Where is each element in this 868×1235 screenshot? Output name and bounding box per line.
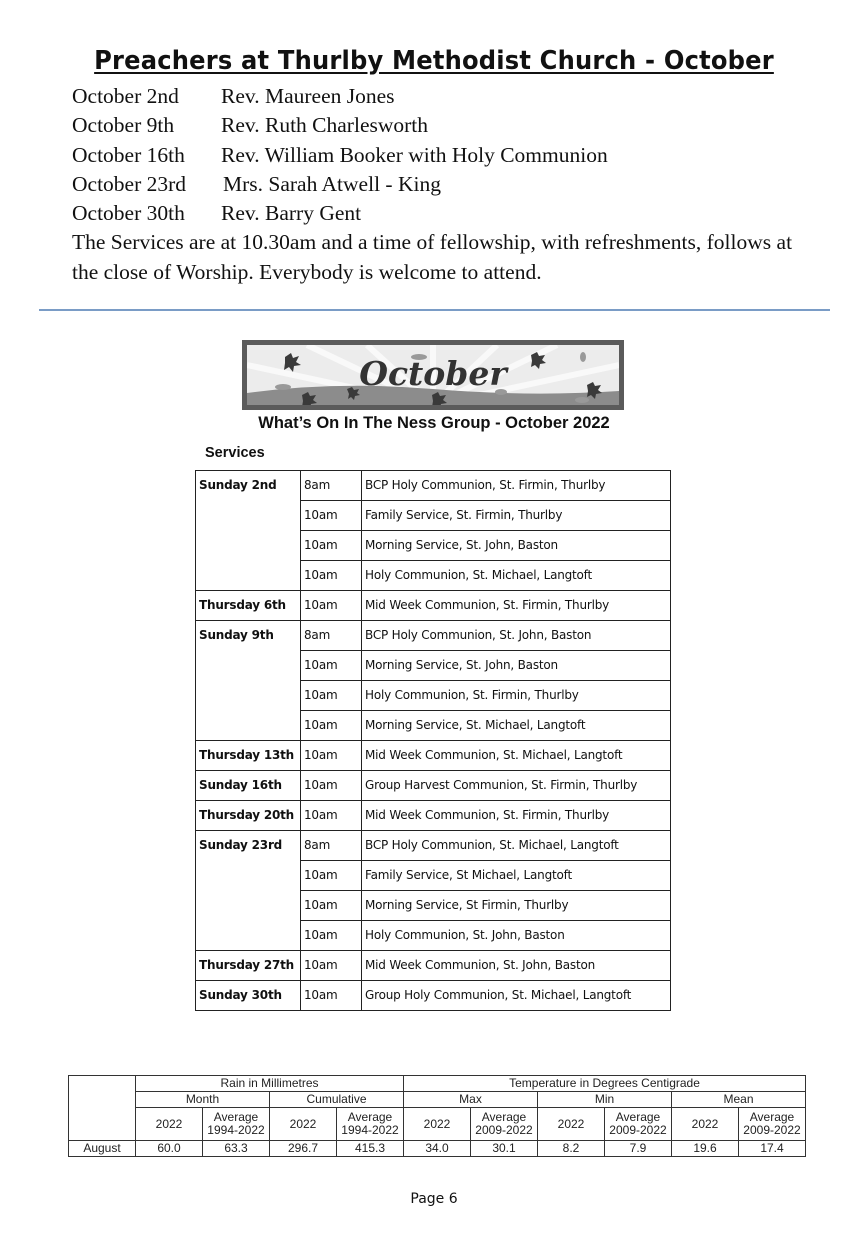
service-row: [196, 801, 671, 831]
service-description: Morning Service, St. John, Baston: [362, 651, 671, 681]
service-time: 8am: [301, 621, 362, 651]
weather-value: 60.0: [136, 1141, 203, 1157]
weather-column-header-row: [69, 1108, 806, 1141]
service-row: [196, 741, 671, 771]
service-description: Morning Service, St. Michael, Langtoft: [362, 711, 671, 741]
services-note: The Services are at 10.30am and a time of fellowship, with refreshments, follows at the close of Worship. Everybody is welcome to attend.: [72, 230, 793, 284]
banner-illustration: [247, 345, 619, 405]
service-day: Thursday 13th: [196, 741, 301, 771]
row-label: August: [69, 1141, 136, 1157]
weather-value: 63.3: [203, 1141, 270, 1157]
preacher-name: Rev. William Booker with Holy Communion: [221, 142, 608, 167]
service-description: Morning Service, St Firmin, Thurlby: [362, 891, 671, 921]
column-header: Average 1994-2022: [337, 1108, 404, 1141]
service-description: BCP Holy Communion, St. Firmin, Thurlby: [362, 471, 671, 501]
service-time: 10am: [301, 981, 362, 1011]
banner-text: October: [359, 354, 507, 393]
service-time: 10am: [301, 921, 362, 951]
column-header: Average 2009-2022: [605, 1108, 672, 1141]
preacher-name: Rev. Barry Gent: [221, 201, 362, 226]
preacher-row: [72, 199, 812, 228]
service-row: [196, 471, 671, 501]
sub-header: Max: [404, 1092, 538, 1108]
service-description: Mid Week Communion, St. Firmin, Thurlby: [362, 801, 671, 831]
sub-header: Cumulative: [270, 1092, 404, 1108]
service-description: Family Service, St. Firmin, Thurlby: [362, 501, 671, 531]
service-day: Sunday 16th: [196, 771, 301, 801]
service-time: 10am: [301, 741, 362, 771]
column-header: 2022: [270, 1108, 337, 1141]
service-row: [196, 831, 671, 861]
preacher-date: October 2nd: [72, 84, 179, 108]
weather-value: 17.4: [739, 1141, 806, 1157]
service-time: 10am: [301, 531, 362, 561]
preacher-row: [72, 111, 812, 140]
sub-header: Mean: [672, 1092, 806, 1108]
service-row: [196, 951, 671, 981]
preachers-title: Preachers at Thurlby Methodist Church - October: [94, 46, 774, 76]
preacher-date: October 30th: [72, 201, 185, 226]
column-header: 2022: [404, 1108, 471, 1141]
service-description: Morning Service, St. John, Baston: [362, 531, 671, 561]
preacher-name: Mrs. Sarah Atwell - King: [223, 171, 441, 196]
weather-table: [68, 1075, 806, 1157]
weather-value: 7.9: [605, 1141, 672, 1157]
whats-on-title: What’s On In The Ness Group - October 2022: [258, 414, 610, 432]
service-time: 8am: [301, 831, 362, 861]
rain-header: Rain in Millimetres: [136, 1076, 404, 1092]
banner-artwork: [247, 345, 619, 405]
service-time: 10am: [301, 561, 362, 591]
weather-data-row: [69, 1141, 806, 1157]
service-day: Sunday 23rd: [196, 831, 301, 951]
service-description: Holy Communion, St. John, Baston: [362, 921, 671, 951]
preacher-name: Rev. Ruth Charlesworth: [221, 113, 429, 138]
weather-subheader-row: [69, 1092, 806, 1108]
service-time: 10am: [301, 861, 362, 891]
service-row: [196, 981, 671, 1011]
service-description: Mid Week Communion, St. John, Baston: [362, 951, 671, 981]
service-row: [196, 771, 671, 801]
service-time: 10am: [301, 711, 362, 741]
service-day: Sunday 2nd: [196, 471, 301, 591]
service-day: Sunday 30th: [196, 981, 301, 1011]
weather-value: 296.7: [270, 1141, 337, 1157]
service-time: 10am: [301, 681, 362, 711]
weather-value: 415.3: [337, 1141, 404, 1157]
sub-header: Month: [136, 1092, 270, 1108]
preacher-date: October 16th: [72, 142, 185, 167]
service-description: Mid Week Communion, St. Firmin, Thurlby: [362, 591, 671, 621]
column-header: Average 2009-2022: [739, 1108, 806, 1141]
october-banner: [242, 340, 624, 410]
service-time: 8am: [301, 471, 362, 501]
preacher-date: October 9th: [72, 113, 175, 138]
service-row: [196, 621, 671, 651]
column-header: 2022: [136, 1108, 203, 1141]
service-time: 10am: [301, 501, 362, 531]
services-table: [195, 470, 671, 1011]
service-description: Group Holy Communion, St. Michael, Langtoft: [362, 981, 671, 1011]
section-divider: [39, 309, 830, 311]
service-time: 10am: [301, 891, 362, 921]
column-header: 2022: [672, 1108, 739, 1141]
service-day: Sunday 9th: [196, 621, 301, 741]
service-time: 10am: [301, 951, 362, 981]
service-description: BCP Holy Communion, St. Michael, Langtoft: [362, 831, 671, 861]
service-time: 10am: [301, 651, 362, 681]
weather-value: 30.1: [471, 1141, 538, 1157]
preacher-row: [72, 141, 812, 170]
services-label: Services: [205, 445, 265, 461]
service-description: BCP Holy Communion, St. John, Baston: [362, 621, 671, 651]
sub-header: Min: [538, 1092, 672, 1108]
preacher-date: October 23rd: [72, 171, 187, 196]
preacher-name: Rev. Maureen Jones: [221, 84, 395, 108]
service-day: Thursday 20th: [196, 801, 301, 831]
column-header: Average 2009-2022: [471, 1108, 538, 1141]
service-day: Thursday 27th: [196, 951, 301, 981]
preacher-row: [72, 82, 812, 111]
weather-header-row: [69, 1076, 806, 1092]
column-header: Average 1994-2022: [203, 1108, 270, 1141]
preachers-list: [72, 82, 812, 287]
service-description: Group Harvest Communion, St. Firmin, Thurlby: [362, 771, 671, 801]
weather-value: 19.6: [672, 1141, 739, 1157]
weather-value: 34.0: [404, 1141, 471, 1157]
service-day: Thursday 6th: [196, 591, 301, 621]
service-description: Holy Communion, St. Firmin, Thurlby: [362, 681, 671, 711]
temperature-header: Temperature in Degrees Centigrade: [404, 1076, 806, 1092]
column-header: 2022: [538, 1108, 605, 1141]
service-row: [196, 591, 671, 621]
service-time: 10am: [301, 771, 362, 801]
service-description: Family Service, St Michael, Langtoft: [362, 861, 671, 891]
weather-corner-cell: [69, 1076, 136, 1141]
service-time: 10am: [301, 801, 362, 831]
weather-value: 8.2: [538, 1141, 605, 1157]
preacher-row: [72, 170, 812, 199]
service-description: Holy Communion, St. Michael, Langtoft: [362, 561, 671, 591]
page-number: Page 6: [410, 1191, 458, 1207]
service-description: Mid Week Communion, St. Michael, Langtoft: [362, 741, 671, 771]
service-time: 10am: [301, 591, 362, 621]
